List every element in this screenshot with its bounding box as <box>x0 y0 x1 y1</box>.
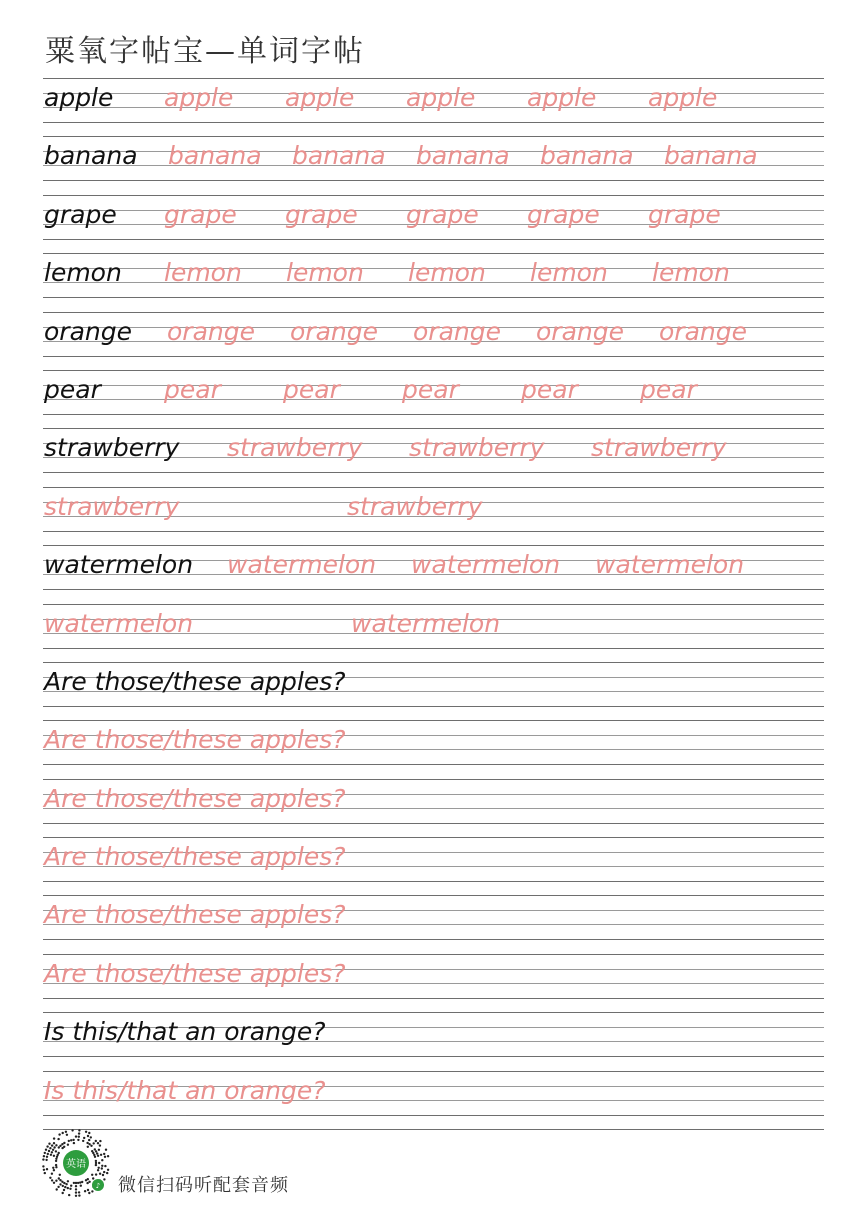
trace-word: strawberry <box>227 433 363 463</box>
trace-word: watermelon <box>351 608 501 638</box>
trace-word: banana <box>168 141 262 171</box>
trace-word: banana <box>540 141 634 171</box>
qr-badge-text: 英语 <box>66 1159 86 1170</box>
page-title: 粟氧字帖宝—单词字帖 <box>45 34 365 69</box>
trace-word: lemon <box>408 258 486 288</box>
trace-word: pear <box>164 374 221 404</box>
trace-word: pear <box>283 374 340 404</box>
qr-code-icon[interactable] <box>40 1128 112 1200</box>
trace-word: orange <box>536 316 624 346</box>
practice-row <box>43 312 824 370</box>
trace-word: apple <box>527 83 597 112</box>
trace-word: Are those/these apples? <box>44 900 346 930</box>
trace-word: pear <box>640 374 697 404</box>
trace-word: watermelon <box>595 550 745 580</box>
model-word: lemon <box>44 258 122 288</box>
model-word: watermelon <box>44 550 194 580</box>
model-word: strawberry <box>44 433 180 463</box>
practice-row <box>43 545 824 603</box>
trace-word: grape <box>648 199 721 229</box>
trace-word: Are those/these apples? <box>44 783 346 813</box>
footer <box>40 1128 440 1200</box>
practice-row <box>43 78 824 136</box>
trace-word: watermelon <box>44 608 194 638</box>
trace-word: orange <box>167 316 255 346</box>
practice-row <box>43 195 824 253</box>
practice-row <box>43 487 824 545</box>
trace-word: lemon <box>164 258 242 288</box>
trace-word: orange <box>290 316 378 346</box>
trace-word: apple <box>285 83 355 112</box>
practice-row <box>43 720 824 778</box>
trace-word: lemon <box>530 258 608 288</box>
model-word: Are those/these apples? <box>44 666 346 696</box>
practice-row <box>43 779 824 837</box>
trace-word: Is this/that an orange? <box>44 1075 326 1105</box>
trace-word: orange <box>413 316 501 346</box>
trace-word: banana <box>664 141 758 171</box>
trace-word: Are those/these apples? <box>44 958 346 988</box>
trace-word: grape <box>406 199 479 229</box>
trace-word: apple <box>648 83 718 112</box>
trace-word: apple <box>406 83 476 112</box>
trace-word: apple <box>164 83 234 112</box>
practice-row <box>43 1071 824 1129</box>
model-word: banana <box>44 141 138 171</box>
trace-word: watermelon <box>227 550 377 580</box>
practice-row <box>43 837 824 895</box>
trace-word: pear <box>402 374 459 404</box>
model-word: apple <box>44 83 114 112</box>
practice-rows <box>43 78 824 1130</box>
trace-word: strawberry <box>44 491 180 521</box>
model-word: grape <box>44 199 117 229</box>
trace-word: banana <box>416 141 510 171</box>
practice-row <box>43 604 824 662</box>
trace-word: watermelon <box>411 550 561 580</box>
trace-word: grape <box>527 199 600 229</box>
svg-text:♪: ♪ <box>95 1182 101 1190</box>
practice-row <box>43 895 824 953</box>
trace-word: orange <box>659 316 747 346</box>
trace-word: lemon <box>652 258 730 288</box>
trace-word: lemon <box>286 258 364 288</box>
trace-word: banana <box>292 141 386 171</box>
audio-caption: 微信扫码听配套音频 <box>118 1175 289 1196</box>
practice-row <box>43 1012 824 1070</box>
trace-word: strawberry <box>591 433 727 463</box>
trace-word: strawberry <box>347 491 483 521</box>
trace-word: Are those/these apples? <box>44 725 346 755</box>
practice-row <box>43 428 824 486</box>
trace-word: grape <box>285 199 358 229</box>
trace-word: pear <box>521 374 578 404</box>
trace-word: grape <box>164 199 237 229</box>
trace-word: Are those/these apples? <box>44 842 346 872</box>
practice-row <box>43 370 824 428</box>
practice-row <box>43 136 824 194</box>
model-word: Is this/that an orange? <box>44 1017 326 1047</box>
model-word: orange <box>44 316 132 346</box>
practice-row <box>43 662 824 720</box>
practice-row <box>43 253 824 311</box>
trace-word: strawberry <box>409 433 545 463</box>
practice-row <box>43 954 824 1012</box>
model-word: pear <box>44 374 101 404</box>
